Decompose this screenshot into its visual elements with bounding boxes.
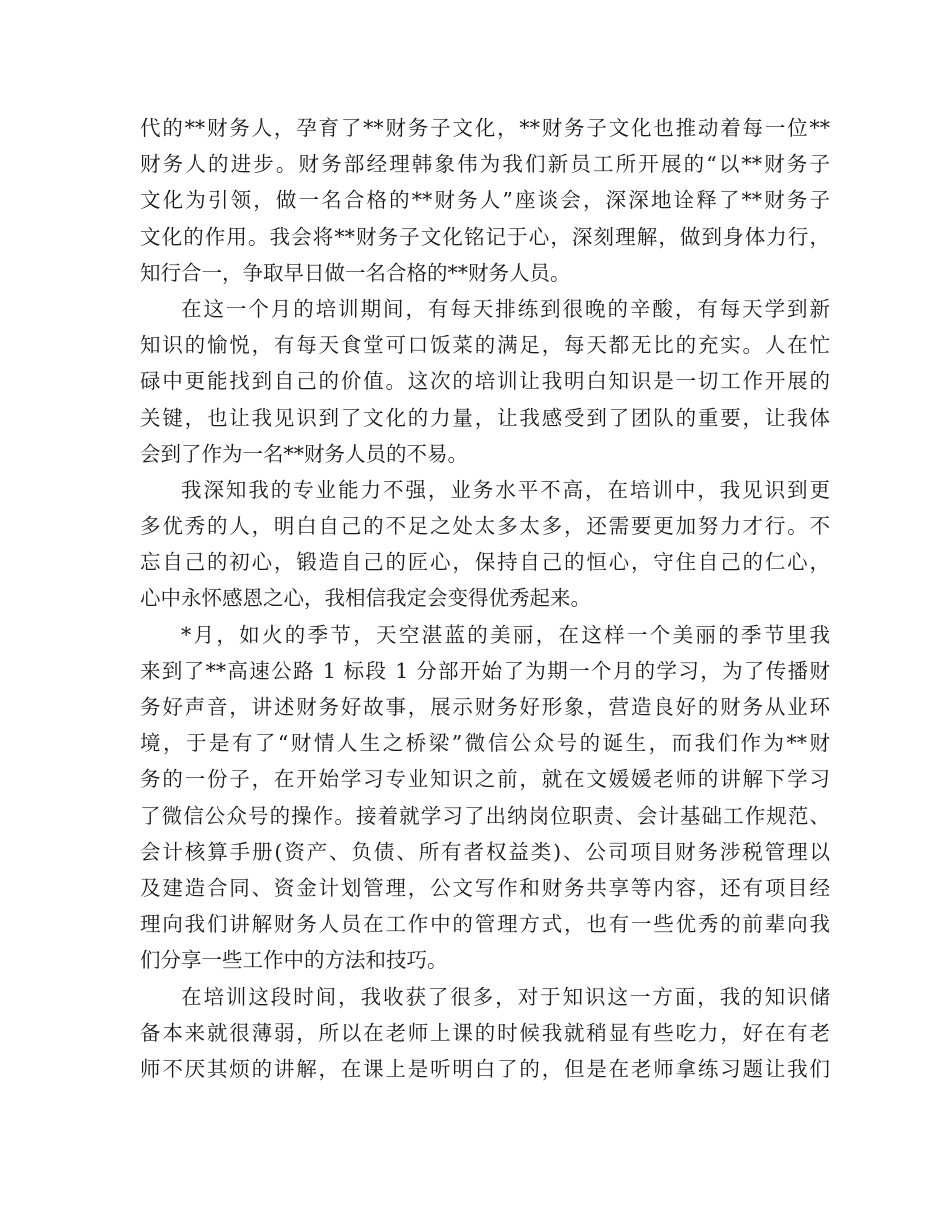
text-line: 知识的愉悦，有每天食堂可口饭菜的满足，每天都无比的充实。人在忙 xyxy=(140,333,830,358)
text-line: 师不厌其烦的讲解，在课上是听明白了的，但是在老师拿练习题让我们 xyxy=(140,1056,830,1081)
text-line: 知行合一，争取早日做一名合格的**财务人员。 xyxy=(140,260,571,285)
text-line: 了微信公众号的操作。接着就学习了出纳岗位职责、会计基础工作规范、 xyxy=(140,803,830,828)
text-line: 务的一份子，在开始学习专业知识之前，就在文媛媛老师的讲解下学习 xyxy=(140,767,830,792)
text-line: 来到了**高速公路 1 标段 1 分部开始了为期一个月的学习，为了传播财 xyxy=(140,658,830,683)
text-line: 财务人的进步。财务部经理韩象伟为我们新员工所开展的“以**财务子 xyxy=(140,152,830,177)
text-line: *月，如火的季节，天空湛蓝的美丽，在这样一个美丽的季节里我 xyxy=(181,622,830,647)
document-body-text xyxy=(140,110,830,1087)
text-line: 多优秀的人，明白自己的不足之处太多太多，还需要更加努力才行。不 xyxy=(140,514,830,539)
text-line: 关键，也让我见识到了文化的力量，让我感受到了团队的重要，让我体 xyxy=(140,405,830,430)
text-line: 文化的作用。我会将**财务子文化铭记于心，深刻理解，做到身体力行， xyxy=(140,224,830,249)
text-line: 忘自己的初心，锻造自己的匠心，保持自己的恒心，守住自己的仁心， xyxy=(140,550,830,575)
text-line: 碌中更能找到自己的价值。这次的培训让我明白知识是一切工作开展的 xyxy=(140,369,830,394)
text-line: 会计核算手册(资产、负债、所有者权益类)、公司项目财务涉税管理以 xyxy=(140,839,830,864)
text-line: 我深知我的专业能力不强，业务水平不高，在培训中，我见识到更 xyxy=(181,477,830,502)
text-line: 们分享一些工作中的方法和技巧。 xyxy=(140,948,448,973)
text-line: 理向我们讲解财务人员在工作中的管理方式，也有一些优秀的前辈向我 xyxy=(140,912,830,937)
text-line: 在培训这段时间，我收获了很多，对于知识这一方面，我的知识储 xyxy=(181,984,830,1009)
text-line: 务好声音，讲述财务好故事，展示财务好形象，营造良好的财务从业环 xyxy=(140,695,830,719)
text-line: 及建造合同、资金计划管理，公文写作和财务共享等内容，还有项目经 xyxy=(140,875,830,900)
text-line: 境，于是有了“财情人生之桥梁”微信公众号的诞生，而我们作为**财 xyxy=(140,731,830,756)
text-line: 在这一个月的培训期间，有每天排练到很晚的辛酸，有每天学到新 xyxy=(181,296,830,321)
text-line: 代的**财务人，孕育了**财务子文化，**财务子文化也推动着每一位** xyxy=(140,116,830,140)
text-line: 文化为引领，做一名合格的**财务人”座谈会，深深地诠释了**财务子 xyxy=(140,188,830,213)
text-line: 心中永怀感恩之心，我相信我定会变得优秀起来。 xyxy=(140,586,591,611)
text-line: 备本来就很薄弱，所以在老师上课的时候我就稍显有些吃力，好在有老 xyxy=(140,1020,830,1045)
text-line: 会到了作为一名**财务人员的不易。 xyxy=(140,441,468,466)
